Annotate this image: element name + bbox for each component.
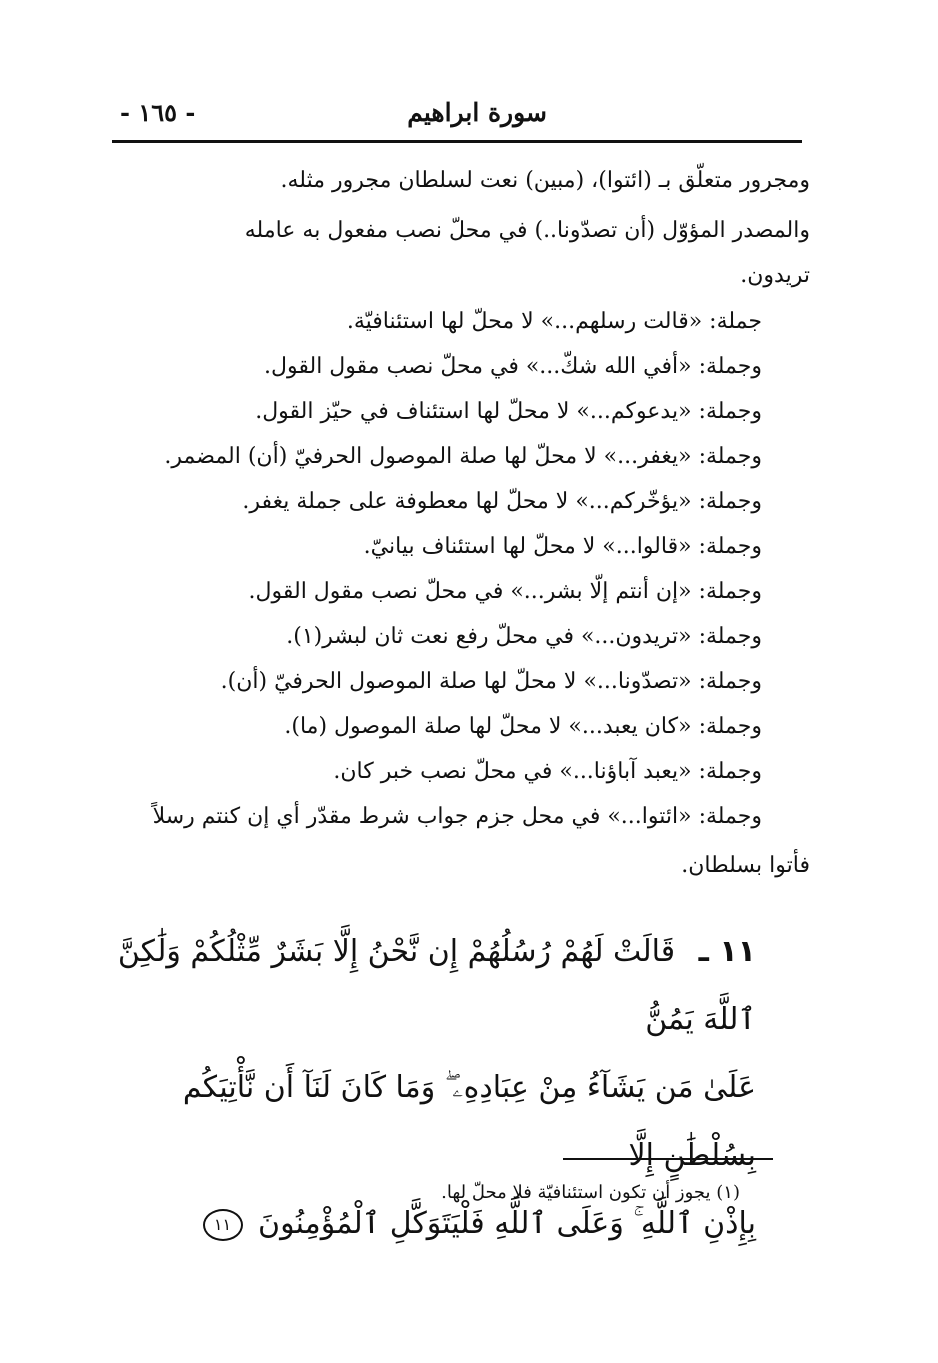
- sentence-text: وجملة: «ائتوا...» في محل جزم جواب شرط مقدّر أي إن كنتم رسلاً: [152, 804, 762, 830]
- sentence-continuation: فأتوا بسلطان.: [681, 852, 810, 878]
- sentence-item: وجملة: «تريدون...» في محلّ رفع نعت ثان لبشر(١).: [286, 624, 762, 650]
- quran-verse: [116, 918, 756, 1258]
- page-header: [112, 92, 802, 143]
- sentence-item: وجملة: «قالوا...» لا محلّ لها استئناف بيانيّ.: [363, 534, 762, 560]
- sentence-item: جملة: «قالت رسلهم...» لا محلّ لها استئنافيّة.: [346, 309, 762, 335]
- verse-text: قَالَتْ لَهُمْ رُسُلُهُمْ إِن نَّحْنُ إِلَّا بَشَرٌ مِّثْلُكُمْ وَلَٰكِنَّ ٱللَّهَ يَمُنُّ: [117, 934, 756, 1037]
- verse-end-mark: ١١: [203, 1209, 243, 1241]
- sentence-item: وجملة: «كان يعبد...» لا محلّ لها صلة الموصول (ما).: [284, 714, 762, 740]
- verse-line: [116, 918, 756, 1054]
- paragraph-continuation: تريدون.: [740, 262, 810, 288]
- sentence-item: وجملة: «يؤخّركم...» لا محلّ لها معطوفة على جملة يغفر.: [242, 489, 762, 515]
- sentence-item: وجملة: «إن أنتم إلّا بشر...» في محلّ نصب مقول القول.: [248, 579, 762, 605]
- sentence-item: وجملة: «يغفر...» لا محلّ لها صلة الموصول الحرفيّ (أن) المضمر.: [164, 444, 762, 470]
- sentence-item: وجملة: «تصدّونا...» لا محلّ لها صلة الموصول الحرفيّ (أن).: [220, 669, 762, 695]
- verse-line: عَلَىٰ مَن يَشَآءُ مِنْ عِبَادِهِۦ ۖ وَمَا كَانَ لَنَآ أَن نَّأْتِيَكُم بِسُلْطَٰنٍ إِلَّا: [182, 1070, 756, 1173]
- footnote-divider: [563, 1158, 773, 1160]
- sentence-item: وجملة: «يعبد آباؤنا...» في محلّ نصب خبر كان.: [333, 759, 762, 785]
- surah-title: سورة ابراهيم: [407, 98, 547, 127]
- page-number: - ١٦٥ -: [120, 98, 196, 127]
- verse-text: بِإِذْنِ ٱللَّهِ ۚ وَعَلَى ٱللَّهِ فَلْيَتَوَكَّلِ ٱلْمُؤْمِنُونَ: [258, 1206, 756, 1241]
- sentence-item: وجملة: «يدعوكم...» لا محلّ لها استئناف في حيّز القول.: [255, 399, 762, 425]
- grammar-analysis: [110, 168, 810, 882]
- sentence-item: وجملة: «أفي الله شكّ...» في محلّ نصب مقول القول.: [264, 354, 762, 380]
- paragraph: ومجرور متعلّق بـ (ائتوا)، (مبين) نعت لسلطان مجرور مثله.: [280, 168, 810, 193]
- paragraph: والمصدر المؤوّل (أن تصدّونا..) في محلّ نصب مفعول به عامله: [244, 218, 810, 244]
- sentence-item: [110, 794, 810, 882]
- footnote: (١) يجوز أن تكون استئنافيّة فلا محلّ لها.: [441, 1182, 740, 1203]
- verse-number: ١١ ـ: [698, 934, 756, 969]
- sentence-list: [110, 299, 810, 882]
